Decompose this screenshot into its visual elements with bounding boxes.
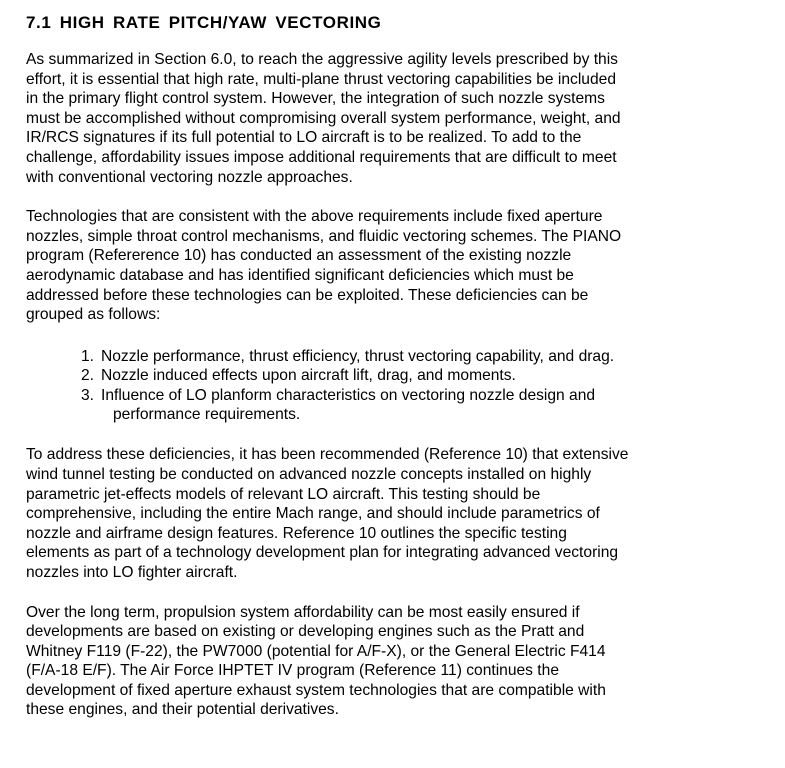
- text-line: IR/RCS signatures if its full potential to LO aircraft is to be realized. To add to the: [26, 129, 582, 147]
- section-heading: 7.1 HIGH RATE PITCH/YAW VECTORING: [26, 13, 382, 32]
- text-line: program (Refererence 10) has conducted an assessment of the existing nozzle: [26, 247, 572, 265]
- paragraph-technologies: [26, 207, 776, 325]
- text-line: Influence of LO planform characteristics on vectoring nozzle design and: [101, 386, 596, 404]
- deficiency-list: [26, 347, 776, 425]
- text-line: these engines, and their potential derivatives.: [26, 701, 339, 719]
- text-line: (F/A-18 E/F). The Air Force IHPTET IV program (Reference 11) continues the: [26, 662, 559, 680]
- list-item: [81, 366, 776, 385]
- text-line: Whitney F119 (F-22), the PW7000 (potential for A/F-X), or the General Electric F414: [26, 642, 606, 660]
- document-page: [26, 12, 776, 720]
- text-line: Nozzle induced effects upon aircraft lift, drag, and moments.: [101, 367, 516, 385]
- text-line: aerodynamic database and has identified significant deficiencies which must be: [26, 266, 574, 284]
- text-line: development of fixed aperture exhaust system technologies that are compatible with: [26, 681, 606, 699]
- text-line: elements as part of a technology development plan for integrating advanced vectoring: [26, 544, 619, 562]
- text-line: with conventional vectoring nozzle approaches.: [26, 168, 353, 186]
- text-line: Nozzle performance, thrust efficiency, thrust vectoring capability, and drag.: [101, 347, 615, 365]
- text-line: comprehensive, including the entire Mach range, and should include parametrics of: [26, 505, 600, 523]
- text-line: nozzles into LO fighter aircraft.: [26, 563, 238, 581]
- text-line: effort, it is essential that high rate, multi-plane thrust vectoring capabilities be included: [26, 70, 616, 88]
- text-line: As summarized in Section 6.0, to reach the aggressive agility levels prescribed by this: [26, 51, 618, 68]
- text-line: grouped as follows:: [26, 306, 161, 324]
- text-line: addressed before these technologies can be exploited. These deficiencies can be: [26, 286, 589, 304]
- paragraph-intro: [26, 50, 776, 187]
- text-line: Technologies that are consistent with the above requirements include fixed aperture: [26, 208, 603, 226]
- text-line: must be accomplished without compromising overall system performance, weight, and: [26, 109, 621, 127]
- text-line: in the primary flight control system. However, the integration of such nozzle systems: [26, 90, 605, 108]
- text-line: challenge, affordability issues impose additional requirements that are difficult to meet: [26, 148, 617, 166]
- text-line: Over the long term, propulsion system affordability can be most easily ensured if: [26, 603, 580, 621]
- text-line: parametric jet-effects models of relevant LO aircraft. This testing should be: [26, 485, 541, 503]
- text-line: developments are based on existing or developing engines such as the Pratt and: [26, 623, 585, 641]
- text-line: performance requirements.: [113, 405, 301, 423]
- text-line: nozzle and airframe design features. Reference 10 outlines the specific testing: [26, 524, 567, 542]
- list-item: [81, 347, 776, 366]
- paragraph-recommendation: [26, 445, 776, 582]
- list-number: 1.: [81, 347, 95, 365]
- list-number: 3.: [81, 386, 95, 404]
- list-item: [81, 386, 776, 425]
- paragraph-long-term: [26, 603, 776, 721]
- list-number: 2.: [81, 367, 95, 385]
- text-line: To address these deficiencies, it has been recommended (Reference 10) that extensive: [26, 446, 629, 464]
- text-line: nozzles, simple throat control mechanisms, and fluidic vectoring schemes. The PIANO: [26, 227, 622, 245]
- text-line: wind tunnel testing be conducted on advanced nozzle concepts installed on highly: [26, 465, 592, 483]
